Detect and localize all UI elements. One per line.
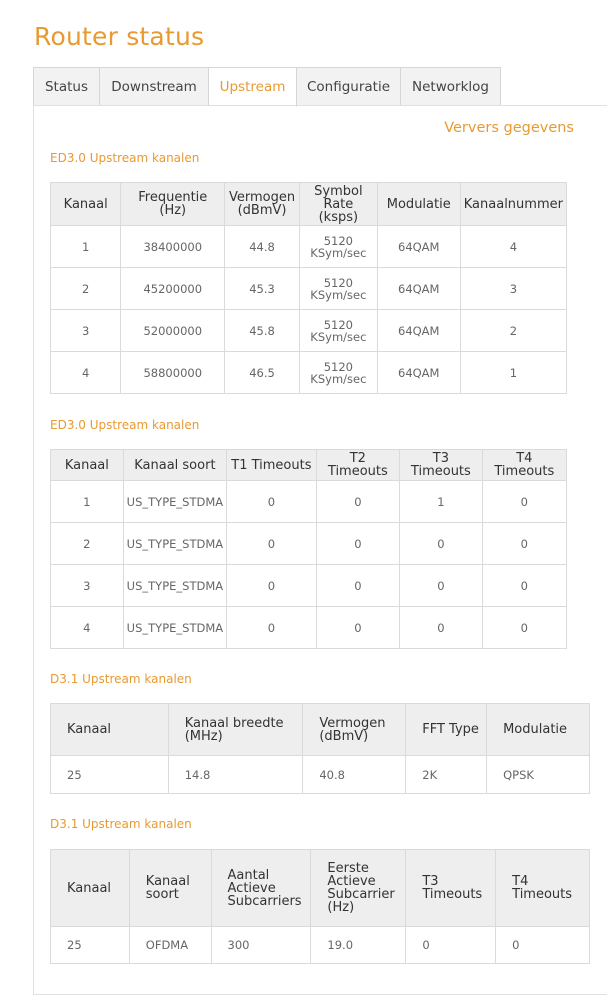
table-cell: 0 [316,523,399,565]
table-cell: US_TYPE_STDMA [123,565,226,607]
table-row [51,226,567,268]
table-cell: OFDMA [129,927,211,964]
table-cell: 25 [51,756,169,794]
table-cell: 40.8 [303,756,406,794]
table-cell: 64QAM [377,268,460,310]
page-title: Router status [34,22,205,51]
table-cell: 58800000 [121,352,225,394]
tab-configuratie[interactable]: Configuratie [297,67,401,106]
column-header: Kanaal soort [129,850,211,927]
table-cell: 2 [51,268,121,310]
column-header: Kanaal [51,850,130,927]
d31-upstream-ofdma-table [50,849,590,964]
table-cell: QPSK [487,756,590,794]
table-cell: 2K [406,756,487,794]
table-cell: US_TYPE_STDMA [123,523,226,565]
column-header: FFT Type [406,704,487,756]
section-title-ed30-upstream-1: ED3.0 Upstream kanalen [50,151,200,165]
table-cell: 0 [316,481,399,523]
column-header: T4 Timeouts [496,850,590,927]
table-cell: 5120 KSym/sec [299,310,377,352]
table-cell: 64QAM [377,310,460,352]
table-cell: 5120 KSym/sec [299,268,377,310]
table-cell: 44.8 [225,226,300,268]
d31-upstream-channels-table [50,703,590,794]
table-row [51,481,567,523]
section-title-d31-upstream-2: D3.1 Upstream kanalen [50,817,192,831]
column-header: Kanaal soort [123,450,226,481]
table-cell: 1 [51,226,121,268]
table-cell: 0 [227,523,317,565]
table-cell: 3 [460,268,566,310]
column-header: Kanaal breedte (MHz) [168,704,303,756]
table-cell: 0 [316,607,399,649]
column-header: Modulatie [487,704,590,756]
table-cell: 0 [496,927,590,964]
table-cell: 1 [460,352,566,394]
table-cell: 0 [400,607,483,649]
table-header-row [51,850,590,927]
table-cell: 25 [51,927,130,964]
table-cell: 0 [406,927,496,964]
column-header: Modulatie [377,183,460,226]
table-cell: 45.8 [225,310,300,352]
table-cell: 0 [482,565,566,607]
table-cell: US_TYPE_STDMA [123,481,226,523]
column-header: T3 Timeouts [400,450,483,481]
table-cell: 0 [400,565,483,607]
table-cell: 4 [51,352,121,394]
tab-bar [33,67,501,106]
table-cell: 1 [400,481,483,523]
column-header: Kanaal [51,704,169,756]
table-cell: 5120 KSym/sec [299,352,377,394]
table-header-row [51,183,567,226]
column-header: Vermogen (dBmV) [225,183,300,226]
table-cell: 2 [460,310,566,352]
table-cell: 300 [211,927,311,964]
table-row [51,565,567,607]
tab-status[interactable]: Status [33,67,100,106]
table-row [51,352,567,394]
table-row [51,523,567,565]
table-row [51,756,590,794]
tab-upstream[interactable]: Upstream [209,67,297,107]
table-row [51,310,567,352]
table-cell: 0 [227,607,317,649]
table-cell: 4 [460,226,566,268]
column-header: T2 Timeouts [316,450,399,481]
table-cell: 14.8 [168,756,303,794]
table-cell: 45200000 [121,268,225,310]
table-cell: 52000000 [121,310,225,352]
table-row [51,927,590,964]
table-row [51,607,567,649]
refresh-link[interactable]: Ververs gegevens [444,120,574,136]
table-cell: 4 [51,607,124,649]
ed30-upstream-channels-table [50,182,567,394]
table-header-row [51,450,567,481]
table-cell: 64QAM [377,226,460,268]
tab-networklog[interactable]: Networklog [401,67,501,106]
table-header-row [51,704,590,756]
table-cell: 0 [400,523,483,565]
ed30-upstream-timeouts-table [50,449,567,649]
table-cell: 5120 KSym/sec [299,226,377,268]
table-cell: 64QAM [377,352,460,394]
table-cell: 45.3 [225,268,300,310]
column-header: Kanaal [51,450,124,481]
table-cell: 0 [227,565,317,607]
column-header: Vermogen (dBmV) [303,704,406,756]
table-cell: 46.5 [225,352,300,394]
column-header: T1 Timeouts [227,450,317,481]
column-header: T4 Timeouts [482,450,566,481]
table-cell: US_TYPE_STDMA [123,607,226,649]
table-cell: 38400000 [121,226,225,268]
table-cell: 0 [227,481,317,523]
section-title-ed30-upstream-2: ED3.0 Upstream kanalen [50,418,200,432]
table-row [51,268,567,310]
column-header: T3 Timeouts [406,850,496,927]
column-header: Frequentie (Hz) [121,183,225,226]
table-cell: 2 [51,523,124,565]
tab-downstream[interactable]: Downstream [100,67,209,106]
table-cell: 3 [51,565,124,607]
column-header: Kanaal [51,183,121,226]
column-header: Aantal Actieve Subcarriers [211,850,311,927]
column-header: Symbol Rate (ksps) [299,183,377,226]
table-cell: 0 [482,607,566,649]
section-title-d31-upstream-1: D3.1 Upstream kanalen [50,672,192,686]
table-cell: 3 [51,310,121,352]
column-header: Eerste Actieve Subcarrier (Hz) [311,850,406,927]
table-cell: 0 [316,565,399,607]
table-cell: 0 [482,523,566,565]
table-cell: 1 [51,481,124,523]
table-cell: 0 [482,481,566,523]
column-header: Kanaalnummer [460,183,566,226]
table-cell: 19.0 [311,927,406,964]
